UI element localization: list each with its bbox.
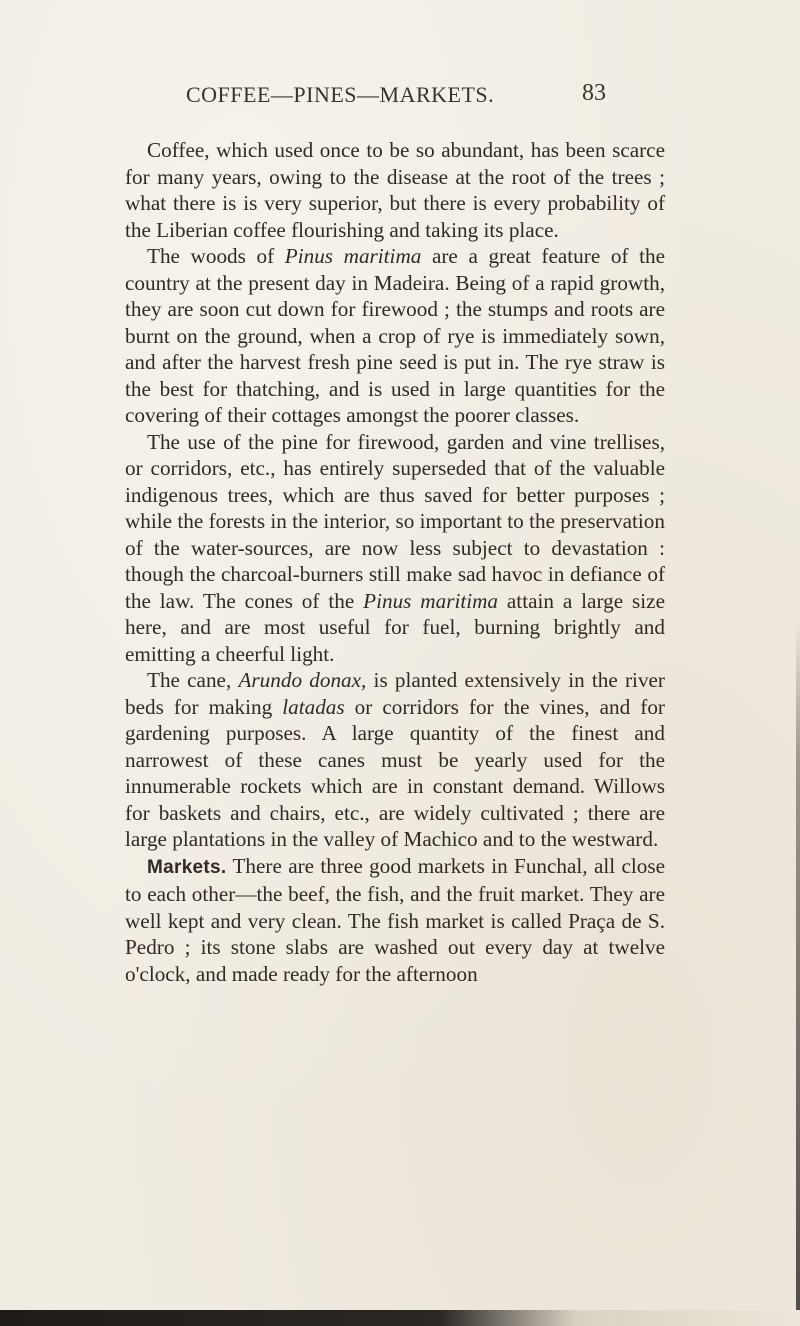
- section-heading-markets: Markets.: [147, 856, 227, 878]
- paragraph-coffee: [125, 137, 665, 243]
- paragraph-cane: [125, 667, 665, 853]
- paragraph-pines-text-b: are a great feature of the country at the present day in Madeira. Being of a rapid growth, they are soon cut down for firewood ; the stumps and roots are burnt on the ground, when a crop of rye is immediately sown, and after the harvest fresh pine seed is put in. The rye straw is the best for thatching, and is used in large quantities for the covering of their cottages amongst the poorer classes.: [125, 244, 665, 427]
- paragraph-firewood-text-a: The use of the pine for firewood, garden and vine trellises, or corridors, etc., has entirely superseded that of the valuable indigenous trees, which are thus saved for better purposes ; while the forests in the interior, so important to the preservation of the water-sources, are now less subject to devastation : though the charcoal-burners still make sad havoc in defiance of the law. The cones of the: [125, 429, 665, 613]
- paragraph-coffee-text: Coffee, which used once to be so abundant, has been scarce for many years, owing to the disease at the root of the trees ; what there is is very superior, but there is every probability of the Liberian coffee flourishing and taking its place.: [125, 138, 665, 242]
- paragraph-firewood: [125, 429, 665, 668]
- paragraph-cane-text-a: The cane,: [147, 668, 239, 692]
- paragraph-markets: [125, 853, 665, 988]
- term-latadas: latadas: [282, 694, 345, 719]
- paragraph-cane-text-c: or corridors for the vines, and for gardening purposes. A large quantity of the finest and narrowest of these canes must be yearly used for the innumerable rockets which are in constant demand. Willows for baskets and chairs, etc., are widely cultivated ; there are large plantations in the valley of Machico and to the westward.: [125, 694, 665, 851]
- species-name-pinus-2: Pinus maritima: [363, 588, 498, 613]
- species-name-pinus: Pinus maritima: [284, 244, 422, 268]
- species-name-arundo: Arundo donax,: [238, 668, 367, 692]
- page-header: [186, 82, 606, 112]
- paragraph-cane-text-b: is planted extensively in the river beds for making: [125, 668, 665, 719]
- paragraph-markets-text: There are three good markets in Funchal, all close to each other—the beef, the fish, and the fruit market. They are well kept and very clean. The fish market is called Praça de S. Pedro ; its stone slabs are washed out every day at twelve o'clock, and made ready for the afternoon: [125, 853, 665, 986]
- page-number: 83: [582, 80, 606, 106]
- paragraph-firewood-text-b: attain a large size here, and are most useful for fuel, burning brightly and emitting a cheerful light.: [125, 588, 665, 666]
- running-head: COFFEE—PINES—MARKETS.: [186, 82, 495, 107]
- body-text: [125, 137, 665, 987]
- paragraph-pines-text-a: The woods of: [147, 244, 285, 268]
- page-edge-shadow: [796, 620, 800, 1326]
- scan-bottom-edge: [0, 1310, 800, 1326]
- paragraph-pines: [125, 243, 665, 429]
